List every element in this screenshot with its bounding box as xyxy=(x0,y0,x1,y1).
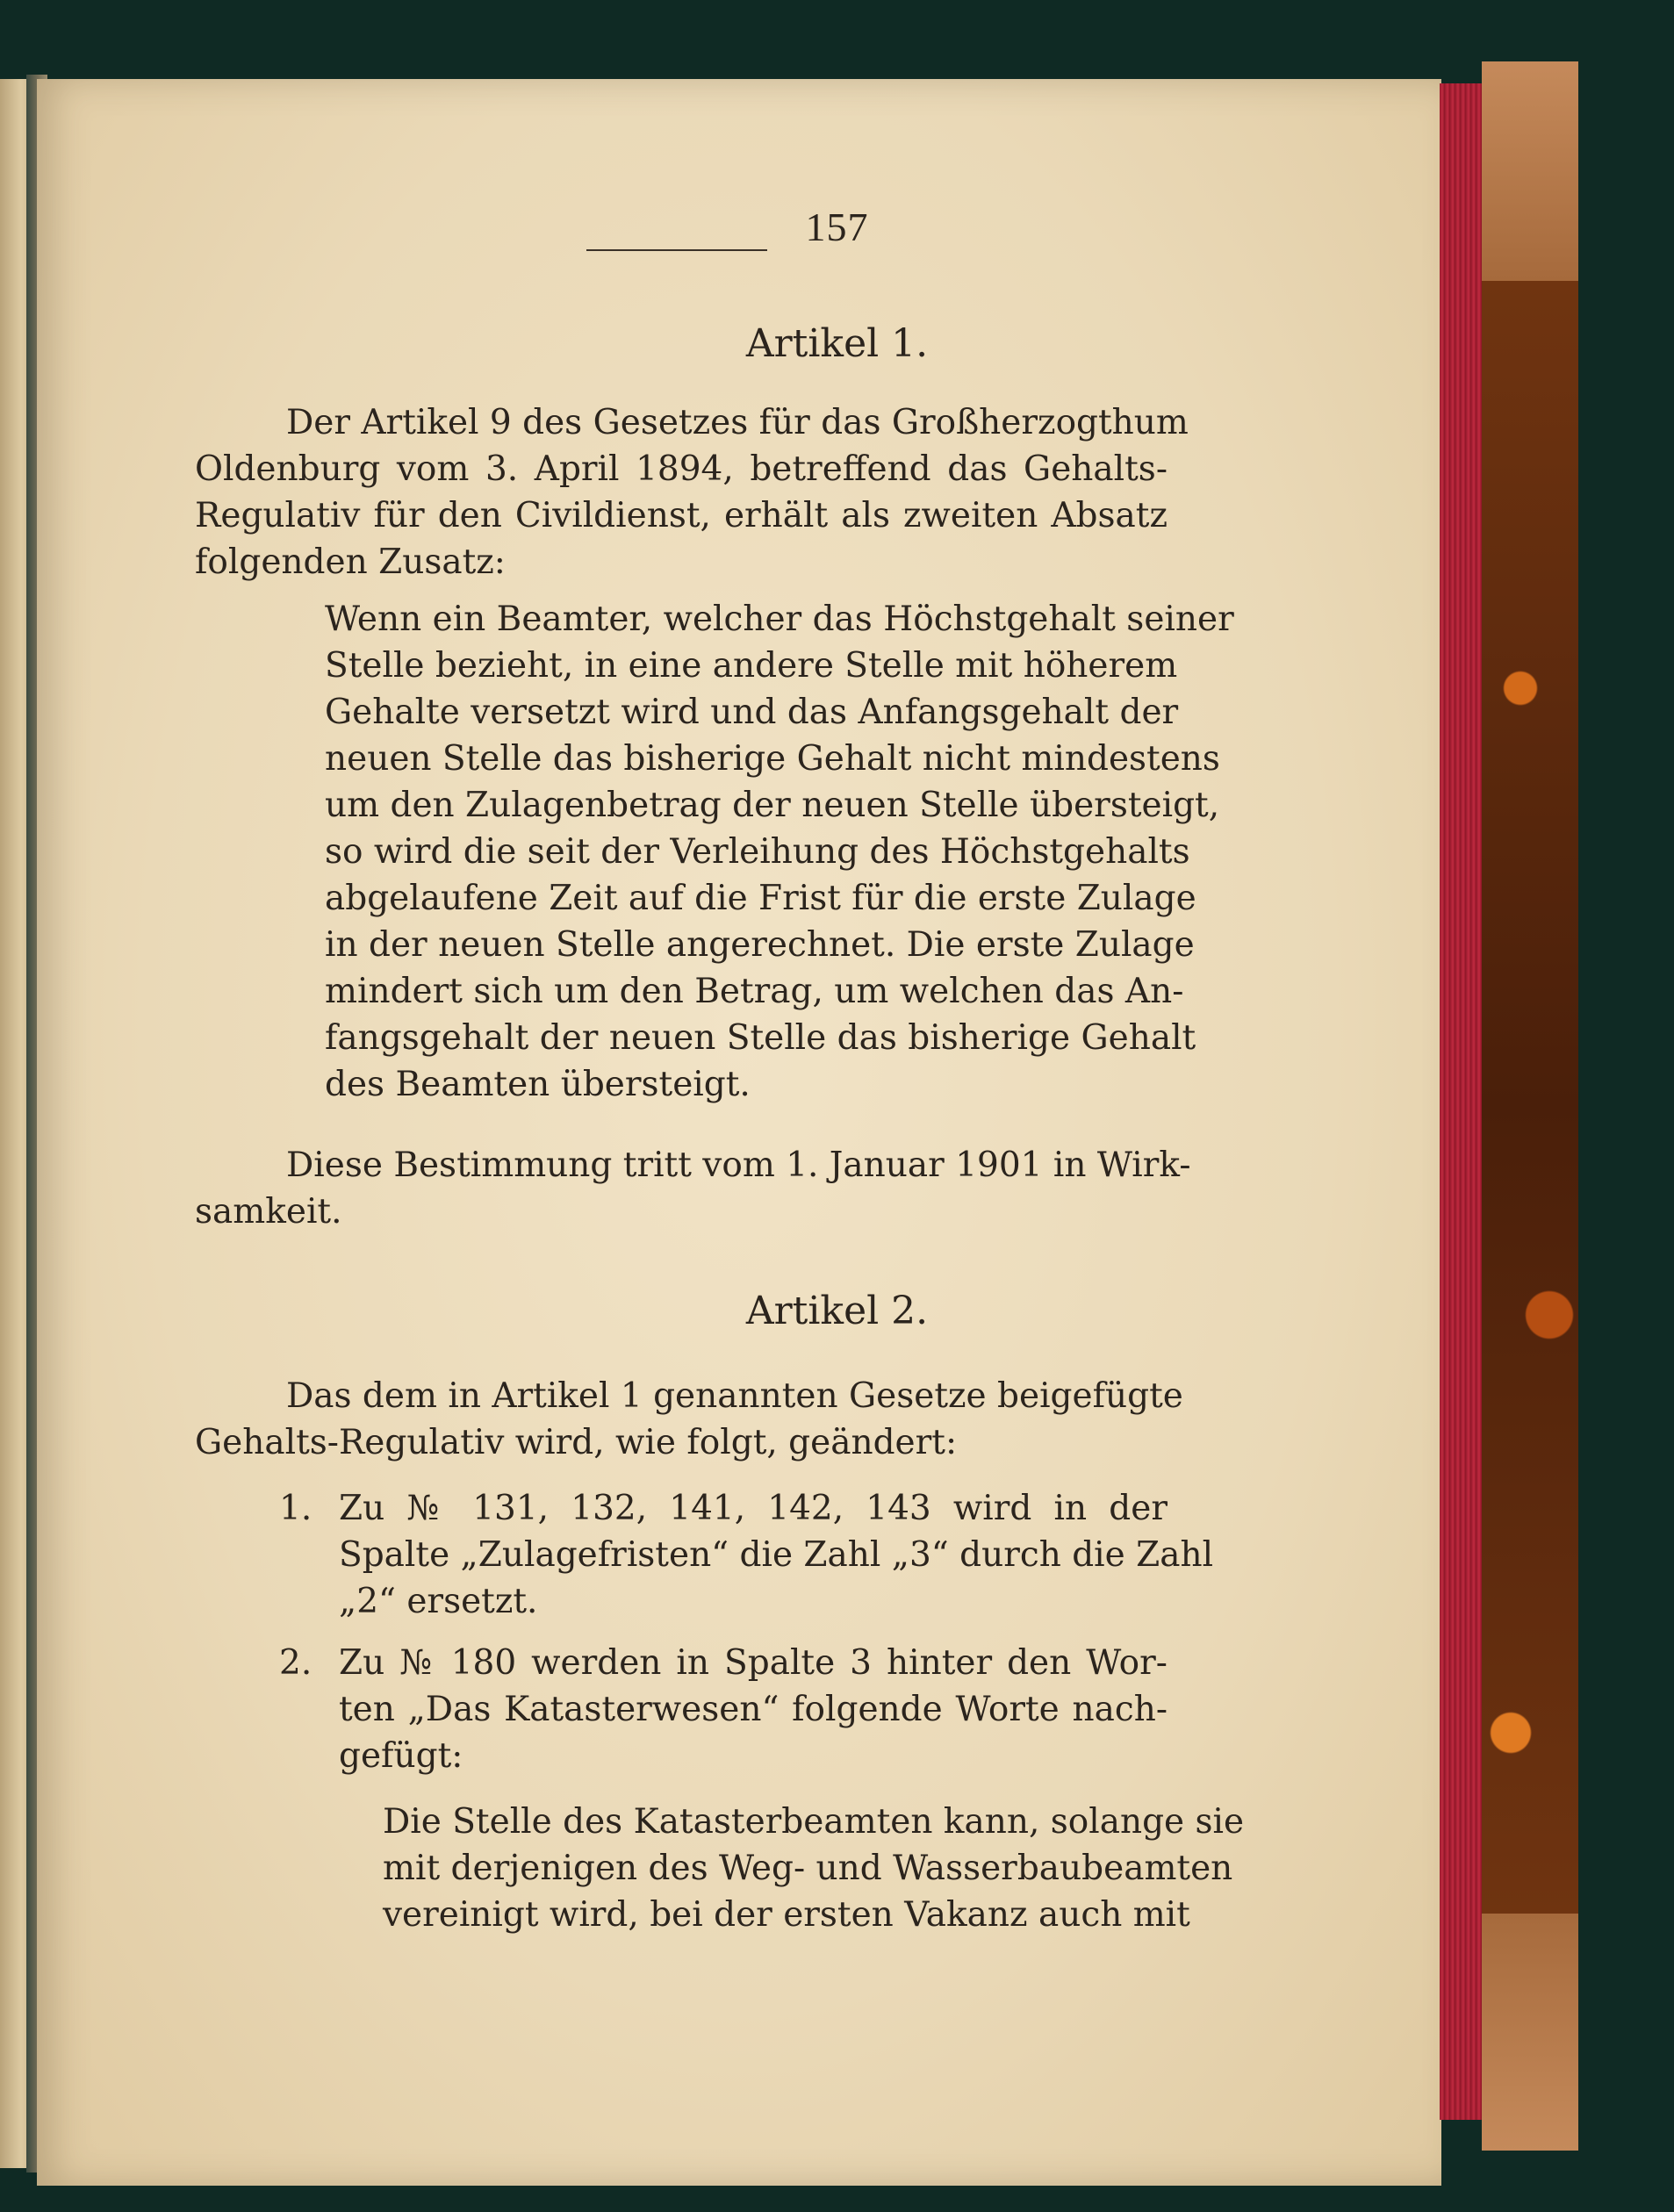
article-1-heading: Artikel 1. xyxy=(745,321,929,366)
text-line: Das dem in Artikel 1 genannten Gesetze beigefügte xyxy=(286,1376,1183,1416)
text-line: Wenn ein Beamter, welcher das Höchstgehalt seiner xyxy=(325,600,1234,639)
article-2-quote xyxy=(383,1799,1245,1938)
list-item-number: 1. xyxy=(279,1489,313,1528)
list-item-number: 2. xyxy=(279,1643,313,1683)
text-line: Gehalts-Regulativ wird, wie folgt, geändert: xyxy=(195,1423,958,1462)
page-edges-red xyxy=(1440,83,1482,2120)
text-line: fangsgehalt der neuen Stelle das bisherige Gehalt xyxy=(325,1018,1196,1058)
text-line: abgelaufene Zeit auf die Frist für die erste Zulage xyxy=(325,879,1196,918)
text-line: gefügt: xyxy=(339,1736,463,1776)
text-line: mindert sich um den Betrag, um welchen das An- xyxy=(325,972,1184,1011)
page-number: 157 xyxy=(805,205,869,249)
marbled-cover xyxy=(1482,61,1578,2151)
article-2-item-2 xyxy=(339,1640,1167,1779)
text-line: samkeit. xyxy=(195,1192,342,1232)
text-line: folgenden Zusatz: xyxy=(195,542,506,582)
article-2-item-1 xyxy=(339,1485,1214,1625)
text-line: um den Zulagenbetrag der neuen Stelle übersteigt, xyxy=(325,786,1220,825)
article-1-paragraph-1 xyxy=(195,399,1189,585)
text-line: Spalte „Zulagefristen“ die Zahl „3“ durch die Zahl xyxy=(339,1535,1214,1575)
text-line: neuen Stelle das bisherige Gehalt nicht mindestens xyxy=(325,739,1220,779)
article-2-intro xyxy=(195,1373,1183,1466)
text-line: Stelle bezieht, in eine andere Stelle mit höherem xyxy=(325,646,1178,686)
text-line: Diese Bestimmung tritt vom 1. Januar 1901 in Wirk- xyxy=(286,1146,1191,1185)
text-line: Die Stelle des Katasterbeamten kann, solange sie xyxy=(383,1802,1245,1842)
article-2-heading: Artikel 2. xyxy=(745,1289,929,1333)
article-1-paragraph-2 xyxy=(195,1142,1191,1235)
text-line: Zu № 180 werden in Spalte 3 hinter den Wor- xyxy=(339,1643,1167,1683)
cover-leather-corner-bottom xyxy=(1482,1914,1578,2151)
text-line: Regulativ für den Civildienst, erhält als zweiten Absatz xyxy=(195,496,1167,535)
text-line: mit derjenigen des Weg- und Wasserbaubeamten xyxy=(383,1849,1233,1888)
text-line: des Beamten übersteigt. xyxy=(325,1065,751,1104)
text-line: ten „Das Katasterwesen“ folgende Worte nach- xyxy=(339,1690,1167,1729)
text-line: Gehalte versetzt wird und das Anfangsgehalt der xyxy=(325,693,1179,732)
page-number-rule xyxy=(586,249,767,251)
text-line: Oldenburg vom 3. April 1894, betreffend das Gehalts- xyxy=(195,449,1167,489)
text-line: Der Artikel 9 des Gesetzes für das Großherzogthum xyxy=(286,403,1189,442)
text-line: so wird die seit der Verleihung des Höchstgehalts xyxy=(325,832,1190,872)
text-line: in der neuen Stelle angerechnet. Die erste Zulage xyxy=(325,925,1195,965)
text-line: vereinigt wird, bei der ersten Vakanz auch mit xyxy=(383,1895,1190,1935)
article-1-quote xyxy=(325,596,1234,1108)
text-line: Zu № 131, 132, 141, 142, 143 wird in der xyxy=(339,1489,1167,1528)
text-line: „2“ ersetzt. xyxy=(339,1582,538,1621)
